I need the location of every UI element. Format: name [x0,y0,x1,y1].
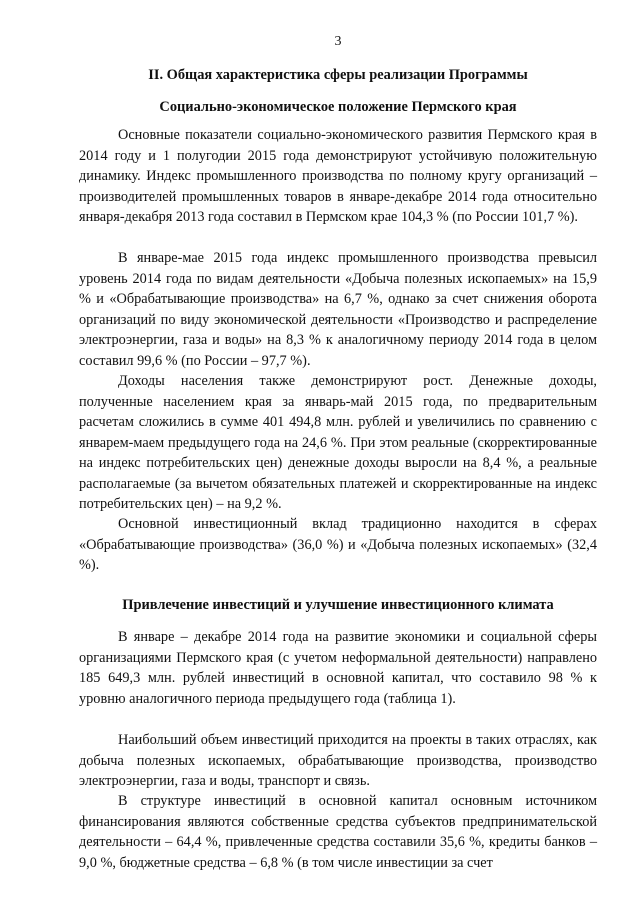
paragraph-investment-volume: В январе – декабре 2014 года на развитие экономики и социальной сферы организациями Пермского края (с учетом неформальной деятельности) направлено 185 649,3 млн. рублей инвестиций в основной капитал, что составило 98 % к уровню аналогичного периода предыдущего года (таблица 1). [79,629,597,707]
paragraph-industries: Наибольший объем инвестиций приходится на проекты в таких отраслях, как добыча полезных ископаемых, обрабатывающие производства, производство электроэнергии, газа и воды, транспорт и связь. [79,732,597,789]
subheading-socioeconomic: Социально-экономическое положение Пермского края [159,99,517,115]
page-number: 3 [334,34,342,49]
paragraph-indicators: Основные показатели социально-экономического развития Пермского края в 2014 году и 1 полугодии 2015 года демонстрируют устойчивую положительную динамику. Индекс промышленного производства по полному кругу организаций – производителей промышленных товаров в январе-декабре 2014 года относительно января-декабря 2013 года составил в Пермском крае 104,3 % (по России 101,7 %). [79,127,597,225]
paragraph-income: Доходы населения также демонстрируют рост. Денежные доходы, полученные населением края за январь-май 2015 года, по предварительным расчетам сложились в сумме 401 494,8 млн. рублей и увеличились по сравнению с январем-маем предыдущего года на 24,6 %. При этом реальные (скорректированные на индекс потребительских цен) денежные доходы выросли на 8,4 %, а реальные располагаемые (за вычетом обязательных платежей и скорректированные на индекс потребительских цен) – на 9,2 %. [79,373,597,512]
paragraph-investment-share: Основной инвестиционный вклад традиционно находится в сферах «Обрабатывающие производства» (36,0 %) и «Добыча полезных ископаемых» (32,4 %). [79,516,597,573]
section-heading: II. Общая характеристика сферы реализации Программы [148,67,528,83]
subheading-investment: Привлечение инвестиций и улучшение инвестиционного климата [122,597,554,613]
paragraph-industrial-index: В январе-мае 2015 года индекс промышленного производства превысил уровень 2014 года по видам деятельности «Добыча полезных ископаемых» на 15,9 % и «Обрабатывающие производства» на 6,7 %, однако за счет снижения оборота организаций по виду экономической деятельности «Производство и распределение электроэнергии, газа и воды» на 8,3 % к аналогичному периоду 2014 года в целом составил 99,6 % (по России – 97,7 %). [79,250,597,369]
paragraph-financing-structure: В структуре инвестиций в основной капитал основным источником финансирования являются собственные средства субъектов предпринимательской деятельности – 64,4 %, привлеченные средства составили 35,6 %, кредиты банков – 9,0 %, бюджетные средства – 6,8 % (в том числе инвестиции за счет [79,793,597,871]
